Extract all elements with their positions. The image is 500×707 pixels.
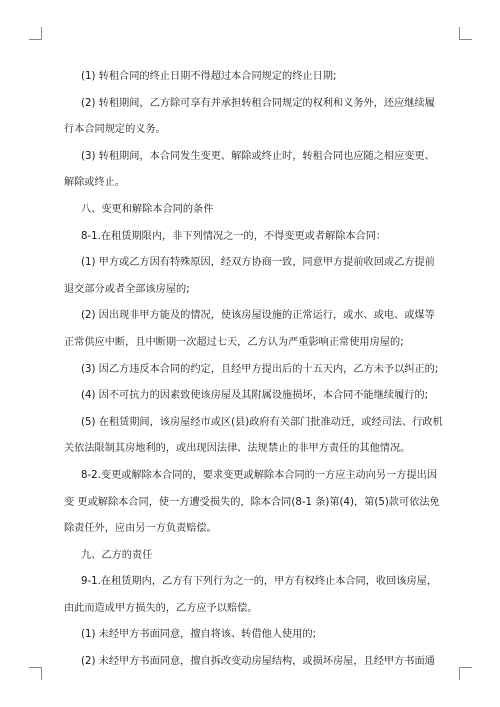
text-line: (4) 因不可抗力的因素致使该房屋及其附属设施损坏，本合同不能继续履行的; (81, 390, 429, 402)
text-line: 由此而造成甲方损失的，乙方应予以赔偿。 (64, 602, 258, 614)
text-line: (2) 未经甲方书面同意，擅自拆改变动房屋结构，或损坏房屋，且经甲方书面通 (81, 656, 435, 668)
text-line: 8-2.变更或解除本合同的，要求变更或解除本合同的一方应主动向另一方提出因 (81, 469, 438, 481)
text-line: 变 更或解除本合同，使一方遭受损失的，除本合同(8-1 条)第(4)，第(5)款可依法免 (64, 496, 440, 508)
text-line: (1) 未经甲方书面同意，擅自将该、转借他人使用的; (81, 629, 317, 641)
crop-mark-bottom-left (29, 667, 42, 680)
text-line: (2) 转租期间，乙方除可享有并承担转租合同规定的权利和义务外，还应继续履 (81, 97, 435, 109)
text-line: 8-1.在租赁期限内，非下列情况之一的，不得变更或者解除本合同： (81, 230, 387, 242)
text-line: 除责任外，应由另一方负责赔偿。 (64, 523, 217, 535)
text-line: 八、变更和解除本合同的条件 (81, 203, 214, 215)
text-line: 行本合同规定的义务。 (64, 124, 166, 136)
text-line: (1) 转租合同的终止日期不得超过本合同规定的终止日期; (81, 71, 337, 82)
text-line: 正常供应中断，且中断期一次超过七天，乙方认为严重影响正常使用房屋的; (64, 336, 404, 348)
text-line: 九、乙方的责任 (81, 549, 153, 561)
text-line: 解除或终止。 (64, 177, 126, 189)
text-line: (1) 甲方或乙方因有特殊原因，经双方协商一致，同意甲方提前收回或乙方提前 (81, 257, 435, 269)
text-line: (3) 转租期间，本合同发生变更、解除或终止时，转租合同也应随之相应变更、 (81, 150, 435, 162)
crop-mark-bottom-right (459, 667, 472, 680)
text-line: 关依法限制其房地利的，或出现因法律、法规禁止的非甲方责任的其他情况。 (64, 443, 411, 455)
text-line: 退交部分或者全部该房屋的; (64, 283, 190, 295)
crop-mark-top-right (459, 27, 472, 40)
text-line: (5) 在租赁期间，该房屋经市或区(县)政府有关部门批准动迁，或经司法、行政机 (81, 416, 443, 428)
text-line: 9-1.在租赁期内，乙方有下列行为之一的，甲方有权终止本合同，收回该房屋， (81, 576, 438, 588)
text-line: (3) 因乙方违反本合同的约定，且经甲方提出后的十五天内，乙方未予以纠正的; (81, 363, 439, 375)
crop-mark-top-left (29, 27, 42, 40)
document-body (64, 64, 443, 676)
text-line: (2) 因出现非甲方能及的情况，使该房屋设施的正常运行，或水、或电、或煤等 (81, 310, 435, 322)
